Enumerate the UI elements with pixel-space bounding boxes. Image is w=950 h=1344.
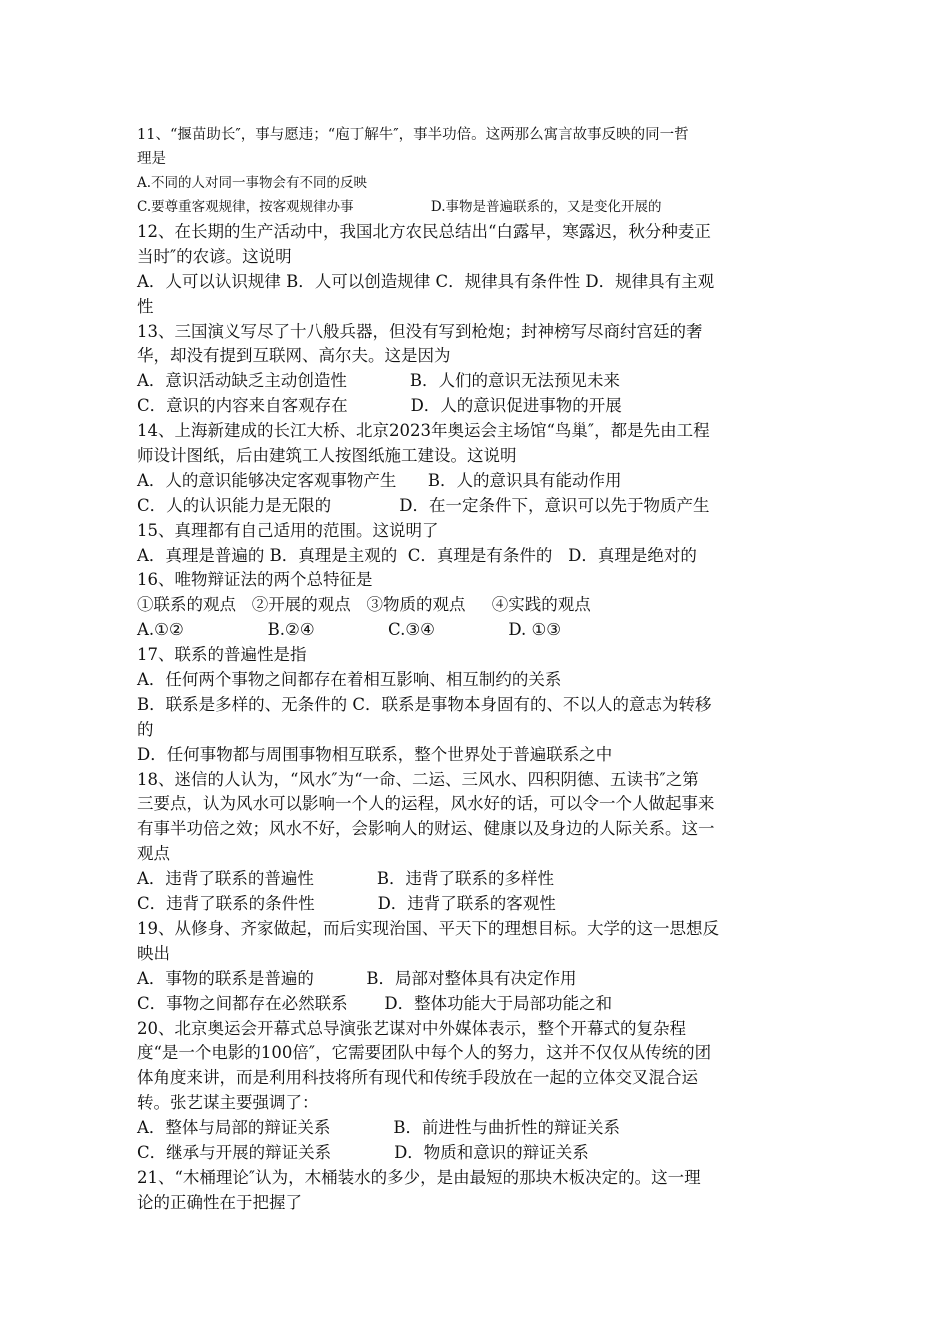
text-line: 15、真理都有自己适用的范围。这说明了 [137, 520, 439, 540]
text-line: 性 [137, 296, 154, 316]
text-line: C．继承与开展的辩证关系 D．物质和意识的辩证关系 [137, 1142, 589, 1162]
text-line: A.不同的人对同一事物会有不同的反映 [137, 175, 368, 191]
text-line: A．整体与局部的辩证关系 B．前进性与曲折性的辩证关系 [137, 1118, 620, 1138]
text-line: 当时″的农谚。这说明 [137, 246, 292, 266]
text-line: 20、北京奥运会开幕式总导演张艺谋对中外媒体表示，整个开幕式的复杂程 [137, 1018, 686, 1038]
text-line: 三要点，认为风水可以影响一个人的运程，风水好的话，可以令一个人做起事来 [137, 794, 715, 814]
text-line: C.要尊重客观规律，按客观规律办事 D.事物是普遍联系的，又是变化开展的 [137, 199, 662, 215]
text-line: A．事物的联系是普遍的 B．局部对整体具有决定作用 [137, 968, 577, 988]
text-line: ①联系的观点 ②开展的观点 ③物质的观点 ④实践的观点 [137, 595, 591, 615]
text-line: 21、“木桶理论″认为，木桶装水的多少，是由最短的那块木板决定的。这一理 [137, 1167, 701, 1187]
text-line: D．任何事物都与周围事物相互联系，整个世界处于普遍联系之中 [137, 744, 613, 764]
text-line: A．人可以认识规律 B．人可以创造规律 C．规律具有条件性 D．规律具有主观 [137, 271, 715, 291]
text-line: A.①② B.②④ C.③④ D. ①③ [137, 620, 562, 640]
text-line: 体角度来讲，而是利用科技将所有现代和传统手段放在一起的立体交叉混合运 [137, 1068, 698, 1088]
text-line: A．人的意识能够决定客观事物产生 B．人的意识具有能动作用 [137, 470, 622, 490]
text-line: B．联系是多样的、无条件的 C．联系是事物本身固有的、不以人的意志为转移 [137, 694, 712, 714]
text-line: C．事物之间都存在必然联系 D．整体功能大于局部功能之和 [137, 993, 613, 1013]
text-line: 17、联系的普遍性是指 [137, 645, 307, 665]
text-line: 理是 [137, 151, 166, 167]
text-line: 师设计图纸，后由建筑工人按图纸施工建设。这说明 [137, 446, 517, 466]
text-line: A．真理是普遍的 B．真理是主观的 C．真理是有条件的 D．真理是绝对的 [137, 545, 697, 565]
text-line: A．意识活动缺乏主动创造性 B．人们的意识无法预见未来 [137, 371, 620, 391]
text-line: 14、上海新建成的长江大桥、北京2023年奥运会主场馆“鸟巢″，都是先由工程 [137, 421, 710, 441]
text-line: 有事半功倍之效；风水不好，会影响人的财运、健康以及身边的人际关系。这一 [137, 819, 715, 839]
exam-questions [137, 124, 827, 1216]
text-line: C．违背了联系的条件性 D．违背了联系的客观性 [137, 894, 556, 914]
text-line: 华，却没有提到互联网、高尔夫。这是因为 [137, 346, 451, 366]
text-line: A．违背了联系的普遍性 B．违背了联系的多样性 [137, 869, 554, 889]
text-line: 19、从修身、齐家做起，而后实现治国、平天下的理想目标。大学的这一思想反 [137, 918, 719, 938]
text-line: 论的正确性在于把握了 [137, 1192, 302, 1212]
text-line: 11、“揠苗助长″，事与愿违；“庖丁解牛″，事半功倍。这两那么寓言故事反映的同一哲 [137, 127, 689, 143]
text-line: 转。张艺谋主要强调了： [137, 1093, 319, 1113]
text-line: 观点 [137, 844, 170, 864]
text-line: 18、迷信的人认为，“风水″为“一命、二运、三风水、四积阴德、五读书″之第 [137, 769, 699, 789]
text-line: 12、在长期的生产活动中，我国北方农民总结出“白露早，寒露迟，秋分种麦正 [137, 222, 711, 241]
text-line: A．任何两个事物之间都存在着相互影响、相互制约的关系 [137, 670, 562, 690]
text-line: 的 [137, 719, 154, 739]
text-line: 度“是一个电影的100倍″，它需要团队中每个人的努力，这并不仅仅从传统的团 [137, 1043, 712, 1063]
text-line: 13、三国演义写尽了十八般兵器，但没有写到枪炮；封神榜写尽商纣宫廷的奢 [137, 321, 703, 341]
text-line: C．人的认识能力是无限的 D．在一定条件下，意识可以先于物质产生 [137, 495, 710, 515]
text-line: C．意识的内容来自客观存在 D．人的意识促进事物的开展 [137, 396, 622, 416]
text-line: 映出 [137, 943, 170, 963]
text-line: 16、唯物辩证法的两个总特征是 [137, 570, 373, 590]
